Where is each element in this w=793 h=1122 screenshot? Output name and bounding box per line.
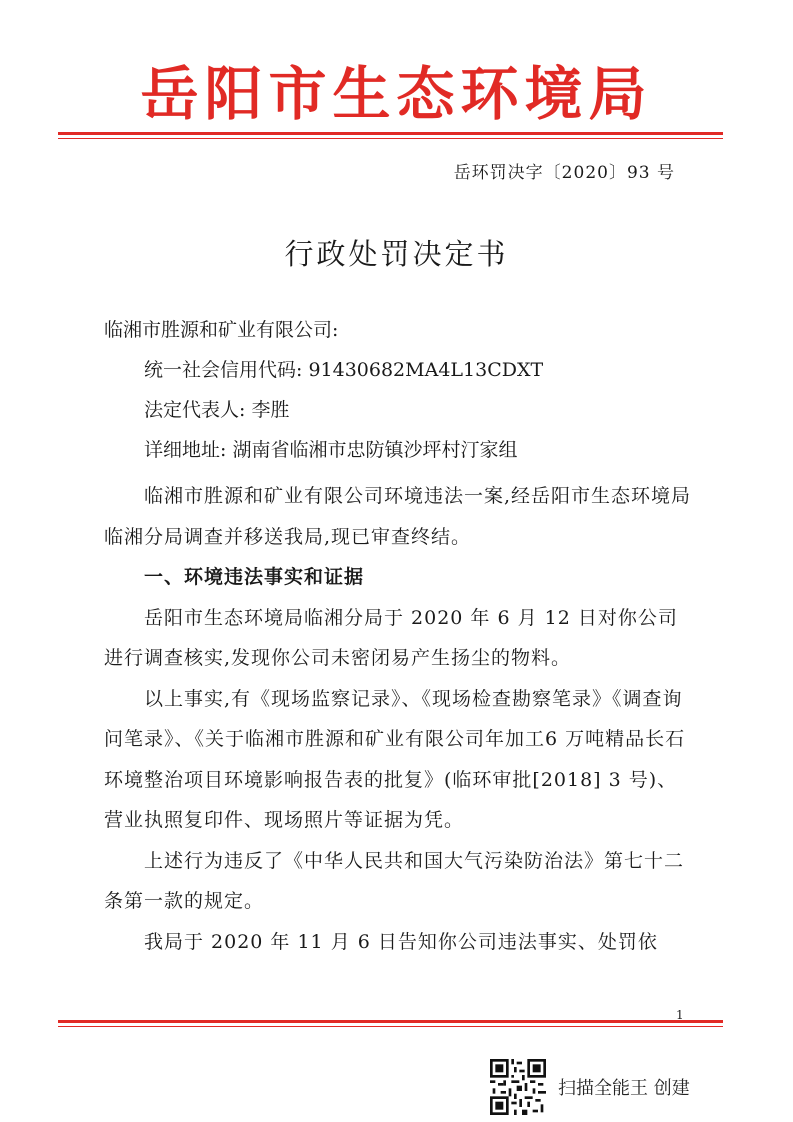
notice-paragraph: 我局于 2020 年 11 月 6 日告知你公司违法事实、处罚依 (144, 930, 658, 953)
document-number: 岳环罚决字〔2020〕93 号 (453, 163, 675, 183)
footer-rule-thick (58, 1020, 723, 1023)
legal-representative: 法定代表人: 李胜 (144, 399, 290, 421)
facts-paragraph: 岳阳市生态环境局临湘分局于 2020 年 6 月 12 日对你公司进行调查核实,发现你公司未密闭易产生扬尘的物料。 (104, 606, 678, 669)
scanner-watermark (490, 1058, 690, 1116)
violation-paragraph: 上述行为违反了《中华人民共和国大气污染防治法》第七十二条第一款的规定。 (104, 849, 685, 912)
footer-rule-thin (58, 1026, 723, 1027)
document-body (104, 318, 696, 962)
evidence-paragraph: 以上事实,有《现场监察记录》、《现场检查勘察笔录》《调查询问笔录》、《关于临湘市胜源和矿业有限公司年加工6 万吨精品长石环境整治项目环境影响报告表的批复》(临环审批[2018] 3 号)、营业执照复印件、现场照片等证据为凭。 (104, 687, 686, 831)
qr-code-icon (490, 1059, 546, 1115)
watermark-text: 扫描全能王 创建 (558, 1078, 690, 1099)
intro-paragraph: 临湘市胜源和矿业有限公司环境违法一案,经岳阳市生态环境局临湘分局调查并移送我局,现已审查终结。 (104, 485, 692, 548)
credit-code: 统一社会信用代码: 91430682MA4L13CDXT (144, 359, 544, 381)
header-rule-thick (58, 132, 723, 135)
org-name-header: 岳阳市生态环境局 (140, 60, 653, 128)
recipient: 临湘市胜源和矿业有限公司: (104, 319, 339, 341)
address: 详细地址: 湖南省临湘市忠防镇沙坪村汀家组 (144, 439, 518, 461)
page-number: 1 (676, 1008, 684, 1022)
section-heading: 一、环境违法事实和证据 (144, 566, 365, 588)
header-rule-thin (58, 138, 723, 139)
document-title: 行政处罚决定书 (284, 237, 509, 271)
